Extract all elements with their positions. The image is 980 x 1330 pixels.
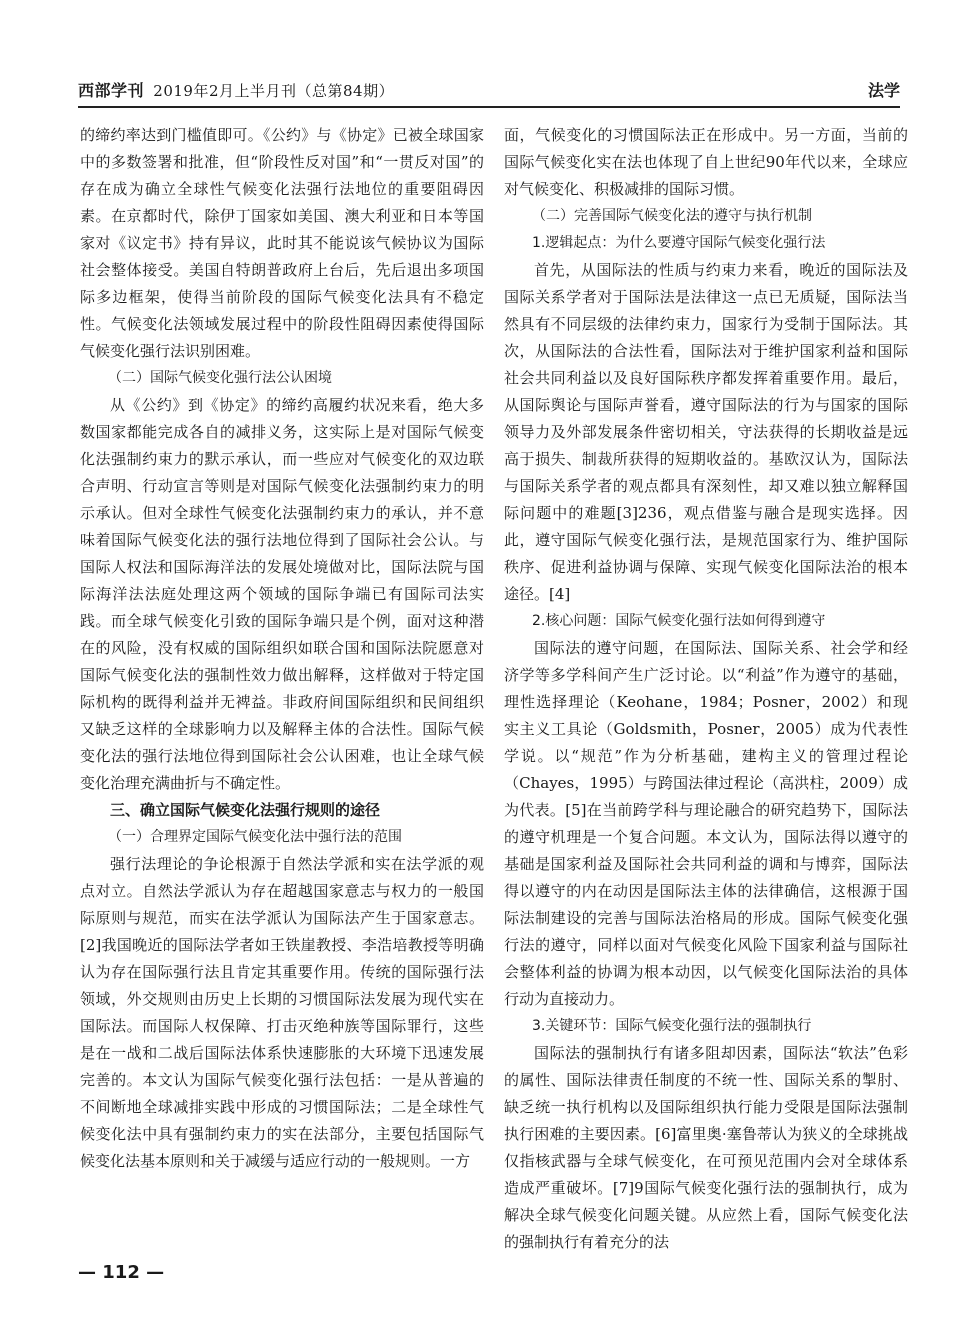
section-heading: （一）合理界定国际气候变化法中强行法的范围 xyxy=(108,829,402,845)
paragraph: 的缔约率达到门槛值即可。《公约》与《协定》已被全球国家中的多数签署和批准，但“阶段性反对国”和“一贯反对国”的存在成为确立全球性气候变化法强行法地位的重要阻碍因素。在京都时代，除伊丁国家如美国、澳大利亚和日本等国家对《议定书》持有异议，此时其不能说该气候协议为国际社会整体接受。美国自特朗普政府上台后，先后退出多项国际多边框架，使得当前阶段的国际气候变化法具有不稳定性。气候变化法领域发展过程中的阶段性阻碍因素使得国际气候变化强行法识别困难。 xyxy=(80,126,484,360)
page-number: — 112 — xyxy=(78,1262,165,1283)
paragraph: 强行法理论的争论根源于自然法学派和实在法学派的观点对立。自然法学派认为存在超越国家意志与权力的一般国际原则与规范，而实在法学派认为国际法产生于国家意志。[2]我国晚近的国际法学者如王铁崖教授、李浩培教授等明确认为存在国际强行法且肯定其重要作用。传统的国际强行法领域，外交规则由历史上长期的习惯国际法发展为现代实在国际法。而国际人权保障、打击灭绝种族等国际罪行，这些是在一战和二战后国际法体系快速膨胀的大环境下迅速发展完善的。本文认为国际气候变化强行法包括：一是从普遍的不间断地全球减排实践中形成的习惯国际法；二是全球性气候变化法中具有强制约束力的实在法部分，主要包括国际气候变化法基本原则和关于减缓与适应行动的一般规则。一方 xyxy=(80,855,484,1170)
header-rule xyxy=(78,106,900,108)
section-heading: 3.关键环节：国际气候变化强行法的强制执行 xyxy=(532,1018,812,1034)
paragraph: 国际法的强制执行有诸多阻却因素，国际法“软法”色彩的属性、国际法律责任制度的不统一性、国际关系的掣肘、缺乏统一执行机构以及国际组织执行能力受限是国际法强制执行困难的主要因素。[6]富里奥·塞鲁蒂认为狭义的全球挑战仅指核武器与全球气候变化，在可预见范围内会对全球体系造成严重破坏。[7]9国际气候变化强行法的强制执行，成为解决全球气候变化问题关键。从应然上看，国际气候变化法的强制执行有着充分的法 xyxy=(504,1044,908,1251)
paragraph: 面，气候变化的习惯国际法正在形成中。另一方面，当前的国际气候变化实在法也体现了自上世纪90年代以来，全球应对气候变化、积极减排的国际习惯。 xyxy=(504,126,908,198)
paragraph: 从《公约》到《协定》的缔约高履约状况来看，绝大多数国家都能完成各自的减排义务，这实际上是对国际气候变化法强制约束力的默示承认，而一些应对气候变化的双边联合声明、行动宣言等则是对国际气候变化法强制约束力的明示承认。但对全球性气候变化法强制约束力的承认，并不意味着国际气候变化法的强行法地位得到了国际社会公认。与国际人权法和国际海洋法的发展处境做对比，国际法院与国际海洋法法庭处理这两个领域的国际争端已有国际司法实践。而全球气候变化引致的国际争端只是个例，面对这种潜在的风险，没有权威的国际组织如联合国和国际法院愿意对国际气候变化法的强制性效力做出解释，这样做对于特定国际机构的既得利益并无裨益。非政府间国际组织和民间组织又缺乏这样的全球影响力以及解释主体的合法性。国际气候变化法的强行法地位得到国际社会公认困难，也让全球气候变化治理充满曲折与不确定性。 xyxy=(80,396,484,792)
section-heading: 1.逻辑起点：为什么要遵守国际气候变化强行法 xyxy=(532,235,826,251)
right-column xyxy=(504,122,908,1251)
paragraph: 国际法的遵守问题，在国际法、国际关系、社会学和经济学等多学科间产生广泛讨论。以“利益”作为遵守的基础，理性选择理论（Keohane，1984；Posner，2002）和现实主义工具论（Goldsmith，Posner，2005）成为代表性学说。以“规范”作为分析基础，建构主义的管理过程论（Chayes，1995）与跨国法律过程论（高洪柱，2009）成为代表。[5]在当前跨学科与理论融合的研究趋势下，国际法的遵守机理是一个复合问题。本文认为，国际法得以遵守的基础是国家利益及国际社会共同利益的调和与博弈，国际法得以遵守的内在动因是国际法主体的法律确信，这根源于国际法制建设的完善与国际法治格局的形成。国际气候变化强行法的遵守，同样以面对气候变化风险下国家利益与国际社会整体利益的协调为根本动因，以气候变化国际法治的具体行动为直接动力。 xyxy=(504,639,908,1008)
section-heading: （二）完善国际气候变化法的遵守与执行机制 xyxy=(532,208,812,224)
section-heading: 三、确立国际气候变化法强行规则的途径 xyxy=(110,801,381,819)
section-heading: （二）国际气候变化强行法公认困境 xyxy=(108,370,332,386)
running-header xyxy=(78,78,900,102)
section-label: 法学 xyxy=(867,81,900,100)
journal-logo: 西部学刊 xyxy=(78,81,145,100)
journal-info xyxy=(78,78,394,101)
paragraph: 首先，从国际法的性质与约束力来看，晚近的国际法及国际关系学者对于国际法是法律这一点已无质疑，国际法当然具有不同层级的法律约束力，国家行为受制于国际法。其次，从国际法的合法性看，国际法对于维护国家利益和国际社会共同利益以及良好国际秩序都发挥着重要作用。最后，从国际舆论与国际声誉看，遵守国际法的行为与国家的国际领导力及外部发展条件密切相关，守法获得的长期收益是远高于损失、制裁所获得的短期收益的。基欧汉认为，国际法与国际关系学者的观点都具有深刻性，却又难以独立解释国际问题中的难题[3]236，观点借鉴与融合是现实选择。因此，遵守国际气候变化强行法，是规范国家行为、维护国际秩序、促进利益协调与保障、实现气候变化国际法治的根本途径。[4] xyxy=(504,261,908,603)
left-column xyxy=(80,122,484,1222)
section-heading: 2.核心问题：国际气候变化强行法如何得到遵守 xyxy=(532,613,826,629)
issue-label: 2019年2月上半月刊（总第84期） xyxy=(153,82,395,100)
